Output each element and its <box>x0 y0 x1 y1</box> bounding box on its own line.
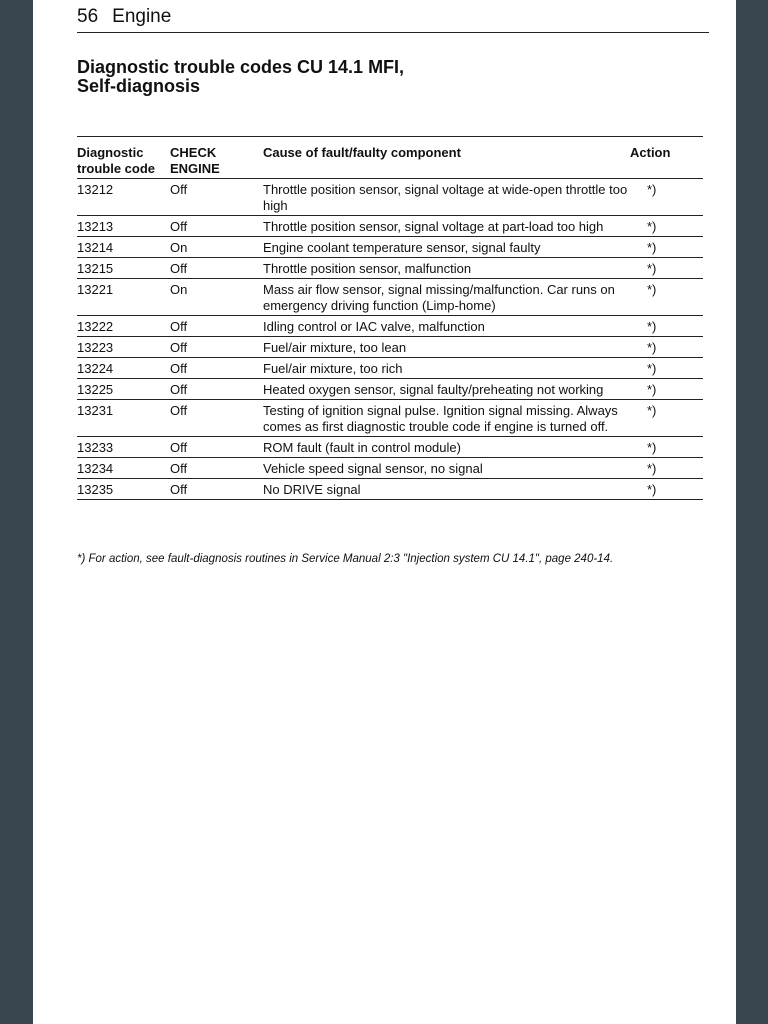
cell-code: 13234 <box>77 461 114 476</box>
trouble-code-table <box>77 136 703 500</box>
cell-action: *) <box>647 340 657 355</box>
cell-cause: Fuel/air mixture, too lean <box>263 340 407 355</box>
cell-code: 13224 <box>77 361 114 376</box>
cell-check: Off <box>170 403 188 418</box>
page-header <box>77 6 709 33</box>
header-cause: Cause of fault/faulty component <box>263 145 461 160</box>
cell-action: *) <box>647 282 657 297</box>
cell-action: *) <box>647 261 657 276</box>
cell-cause: No DRIVE signal <box>263 482 361 497</box>
cell-cause: Engine coolant temperature sensor, signal faulty <box>263 240 541 255</box>
cell-cause: Mass air flow sensor, signal missing/malfunction. Car runs on emergency driving function (Limp-home) <box>263 282 615 313</box>
header-check-line2: ENGINE <box>170 161 220 176</box>
table-row <box>77 479 703 500</box>
cell-cause: Fuel/air mixture, too rich <box>263 361 403 376</box>
cell-cause: ROM fault (fault in control module) <box>263 440 461 455</box>
cell-code: 13215 <box>77 261 114 276</box>
title-line-2: Self-diagnosis <box>77 76 201 96</box>
header-check <box>170 145 263 178</box>
cell-check: Off <box>170 261 188 276</box>
footnote: *) For action, see fault-diagnosis routines in Service Manual 2:3 "Injection system CU 14.1", page 240-14. <box>77 553 614 565</box>
cell-cause: Throttle position sensor, signal voltage at wide-open throttle too high <box>263 182 628 213</box>
table-row <box>77 316 703 337</box>
header-action: Action <box>630 145 671 160</box>
title-line-1: Diagnostic trouble codes CU 14.1 MFI, <box>77 57 405 77</box>
cell-code: 13213 <box>77 219 114 234</box>
page-title <box>77 58 404 96</box>
cell-code: 13221 <box>77 282 114 297</box>
cell-check: Off <box>170 440 188 455</box>
cell-cause: Vehicle speed signal sensor, no signal <box>263 461 483 476</box>
table-header <box>77 137 703 179</box>
table-row <box>77 179 703 216</box>
cell-check: Off <box>170 461 188 476</box>
table-row <box>77 279 703 316</box>
cell-check: Off <box>170 361 188 376</box>
header-code <box>77 145 170 178</box>
cell-action: *) <box>647 403 657 418</box>
cell-check: Off <box>170 382 188 397</box>
cell-code: 13214 <box>77 240 114 255</box>
cell-cause: Idling control or IAC valve, malfunction <box>263 319 485 334</box>
cell-code: 13231 <box>77 403 114 418</box>
cell-action: *) <box>647 361 657 376</box>
section-title: Engine <box>112 6 172 27</box>
cell-action: *) <box>647 382 657 397</box>
cell-check: On <box>170 240 188 255</box>
cell-action: *) <box>647 319 657 334</box>
cell-action: *) <box>647 219 657 234</box>
manual-page <box>33 0 736 1024</box>
cell-code: 13233 <box>77 440 114 455</box>
header-code-line2: trouble code <box>77 161 156 176</box>
table-row <box>77 400 703 437</box>
cell-action: *) <box>647 240 657 255</box>
cell-action: *) <box>647 461 657 476</box>
table-row <box>77 379 703 400</box>
cell-check: Off <box>170 319 188 334</box>
cell-cause: Throttle position sensor, malfunction <box>263 261 472 276</box>
cell-code: 13223 <box>77 340 114 355</box>
header-check-line1: CHECK <box>170 145 217 160</box>
table-row <box>77 458 703 479</box>
cell-check: Off <box>170 340 188 355</box>
cell-cause: Testing of ignition signal pulse. Ignition signal missing. Always comes as first diagnostic trouble code if engine is turned off. <box>263 403 618 434</box>
header-code-line1: Diagnostic <box>77 145 144 160</box>
table-row <box>77 437 703 458</box>
cell-code: 13235 <box>77 482 114 497</box>
table-row <box>77 337 703 358</box>
cell-action: *) <box>647 482 657 497</box>
cell-code: 13225 <box>77 382 114 397</box>
cell-cause: Heated oxygen sensor, signal faulty/preheating not working <box>263 382 604 397</box>
cell-action: *) <box>647 182 657 197</box>
table-row <box>77 237 703 258</box>
cell-code: 13212 <box>77 182 114 197</box>
page-number: 56 <box>77 6 99 27</box>
cell-check: Off <box>170 482 188 497</box>
table-row <box>77 258 703 279</box>
cell-action: *) <box>647 440 657 455</box>
cell-check: Off <box>170 182 188 197</box>
cell-cause: Throttle position sensor, signal voltage at part-load too high <box>263 219 604 234</box>
cell-code: 13222 <box>77 319 114 334</box>
cell-check: On <box>170 282 188 297</box>
table-row <box>77 358 703 379</box>
table-row <box>77 216 703 237</box>
table-body <box>77 179 703 500</box>
cell-check: Off <box>170 219 188 234</box>
